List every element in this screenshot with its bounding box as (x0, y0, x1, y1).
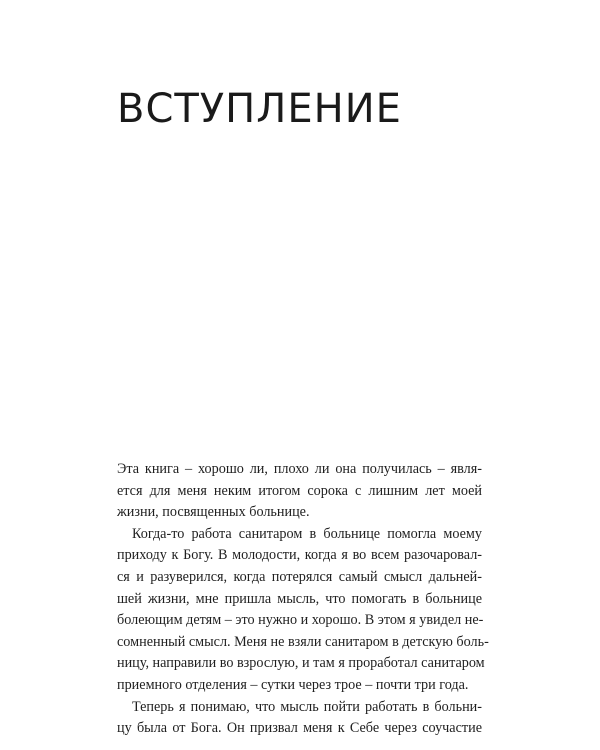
text-line: шей жизни, мне пришла мысль, что помогать в больнице (117, 590, 482, 607)
text-line: цу была от Бога. Он призвал меня к Себе через соучастие (117, 720, 482, 737)
text-line: ется для меня неким итогом сорока с лишним лет моей (117, 482, 482, 499)
text-line: ся и разуверился, когда потерялся самый смысл дальней- (117, 568, 482, 585)
text-line: приходу к Богу. В молодости, когда я во всем разочаровал- (117, 547, 482, 564)
text-line: ницу, направили во взрослую, и там я проработал санитаром (117, 655, 485, 672)
text-line: болеющим детям – это нужно и хорошо. В этом я увидел не- (117, 612, 484, 629)
text-line: жизни, посвященных больнице. (117, 504, 310, 521)
text-line: приемного отделения – сутки через трое – почти три года. (117, 676, 469, 693)
text-line: Эта книга – хорошо ли, плохо ли она получилась – явля- (117, 461, 482, 477)
text-line: Теперь я понимаю, что мысль пойти работать в больни- (132, 698, 482, 715)
text-line: Когда-то работа санитаром в больнице помогла моему (132, 525, 482, 542)
chapter-title: ВСТУПЛЕНИЕ (117, 86, 402, 132)
text-line: сомненный смысл. Меня не взяли санитаром в детскую боль- (117, 633, 489, 650)
body-text (117, 459, 489, 740)
